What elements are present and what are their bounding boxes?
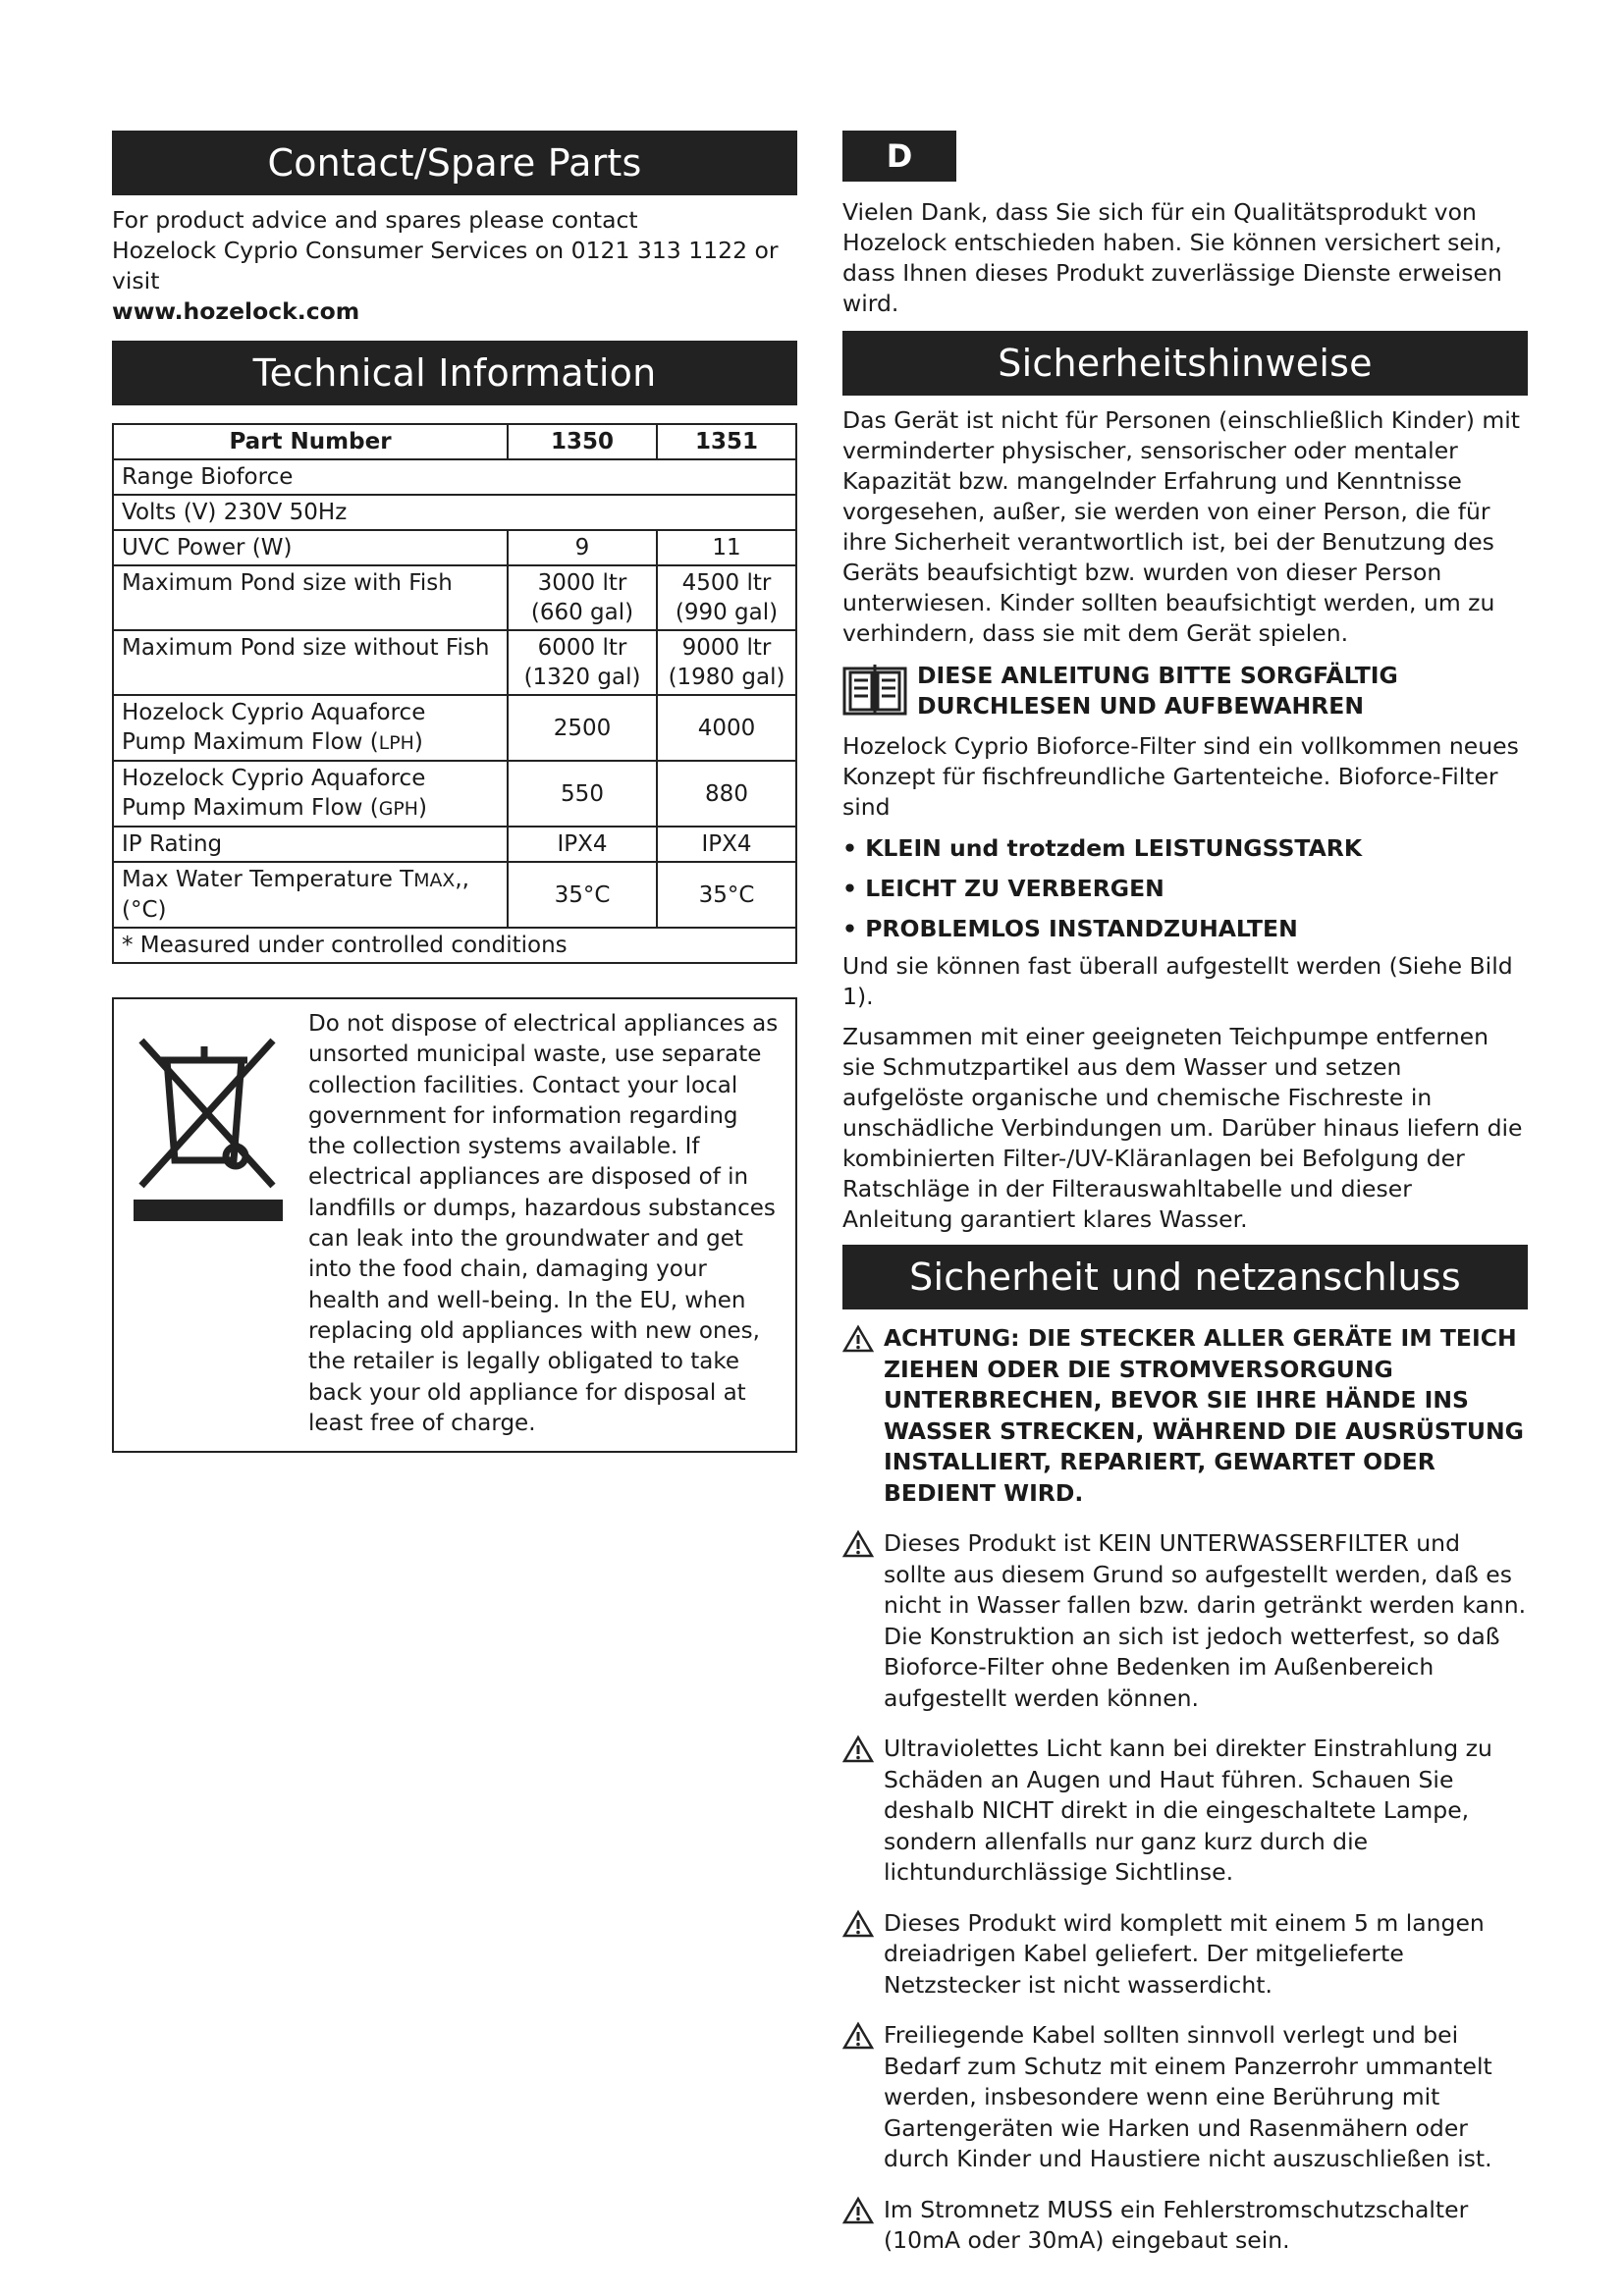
contact-line-1: For product advice and spares please contact [112,206,638,234]
warning-item [842,2195,1528,2257]
table-cell: 1350 [508,424,657,459]
unit: LPH [378,732,414,754]
spec-table [112,423,797,964]
table-row [113,761,796,827]
table-row [113,495,796,530]
table-cell: 550 [508,761,657,827]
table-cell: Max Water Temperature TMAX,, (°C) [113,862,508,928]
weee-notice [112,997,797,1453]
table-row [113,459,796,495]
table-cell: 2500 [508,695,657,761]
warning-icon [842,1324,874,1354]
warning-item [842,1908,1528,2002]
list-item: • LEICHT ZU VERBERGEN [842,869,1528,909]
read-instructions-notice [842,661,1528,721]
warning-item [842,1528,1528,1714]
intro-text: Vielen Dank, dass Sie sich für ein Qualitätsprodukt von Hozelock entschieden haben. Sie können versichert sein, dass Ihnen dieses Produkt zuverlässige Dienste erweisen wird. [842,198,1502,317]
safety-text: Das Gerät ist nicht für Personen (einschließlich Kinder) mit verminderter physischer, sensorischer oder mentaler Kapazität bzw. mangelnder Erfahrung und Kenntnisse vorgesehen, außer, sie werden von einer Person, die für ihre Sicherheit verantwortlich ist, bei der Benutzung des Geräts beaufsichtigt bzw. wurden von dieser Person unterwiesen. Kinder sollten beaufsichtigt werden, um zu verhindern, dass sie mit dem Gerät spielen. [842,406,1521,647]
table-cell: IP Rating [113,827,508,862]
warning-icon [842,2196,874,2225]
book-icon [842,661,907,718]
table-row [113,565,796,630]
contact-line-2: Hozelock Cyprio Consumer Services on 0121 313 1122 or visit [112,237,779,294]
table-cell: Maximum Pond size with Fish [113,565,508,630]
bioforce-intro: Hozelock Cyprio Bioforce-Filter sind ein vollkommen neues Konzept für fischfreundliche Gartenteiche. Bioforce-Filter sind [842,732,1519,821]
warning-text: Im Stromnetz MUSS ein Fehlerstromschutzschalter (10mA oder 30mA) eingebaut sein. [884,2195,1469,2254]
table-row [113,827,796,862]
table-cell: 35°C [657,862,796,928]
warning-text: Freiliegende Kabel sollten sinnvoll verlegt und bei Bedarf zum Schutz mit einem Panzerrohr ummantelt werden, insbesondere wenn eine Berührung mit Gartengeräten wie Harken und Rasenmähern oder durch Kinder und Haustiere nicht auszuschließen ist. [884,2021,1492,2172]
table-cell [657,630,796,695]
table-cell: IPX4 [508,827,657,862]
label: Hozelock Cyprio Aquaforce [122,700,426,725]
value: (1980 gal) [668,665,785,690]
table-row [113,862,796,928]
label: (°C) [122,897,167,923]
table-row [113,424,796,459]
table-row [113,695,796,761]
table-footnote: * Measured under controlled conditions [113,928,796,963]
value: 3000 ltr [537,570,627,596]
language-badge: D [842,131,956,182]
table-cell: IPX4 [657,827,796,862]
contact-text [112,205,797,327]
safety-heading: Sicherheitshinweise [842,331,1528,396]
warning-text: Dieses Produkt ist KEIN UNTERWASSERFILTER und sollte aus diesem Grund so aufgestellt werden, daß es nicht in Wasser fallen bzw. darin getränkt werden kann. Die Konstruktion an sich ist jedoch wetterfest, so daß Bioforce-Filter ohne Bedenken im Außenbereich aufgestellt werden können. [884,1529,1527,1712]
table-cell: 1351 [657,424,796,459]
warning-icon [842,1529,874,1559]
warning-item [842,1734,1528,1889]
table-row [113,530,796,565]
right-column [842,131,1528,2257]
label: Pump Maximum Flow ( [122,729,379,755]
table-cell: 4000 [657,695,796,761]
warning-icon [842,1909,874,1939]
table-cell: Maximum Pond size without Fish [113,630,508,695]
left-column [112,131,797,1453]
table-cell: Hozelock Cyprio Aquaforce Pump Maximum Flow (GPH) [113,761,508,827]
warning-text: Ultraviolettes Licht kann bei direkter Einstrahlung zu Schäden an Augen und Haut führen. Schauen Sie deshalb NICHT direkt in die eingeschaltete Lampe, sondern allenfalls nur ganz kurz durch die lichtundurchlässige Sichtlinse. [884,1735,1492,1886]
table-cell [508,565,657,630]
table-cell [508,630,657,695]
contact-url-link[interactable]: www.hozelock.com [112,297,360,325]
feature-list [842,828,1528,949]
warning-text: Dieses Produkt wird komplett mit einem 5 m langen dreiadrigen Kabel geliefert. Der mitgelieferte Netzstecker ist nicht wasserdicht. [884,1908,1485,1999]
table-row [113,630,796,695]
label: Max Water Temperature T [122,867,414,892]
value: 9000 ltr [681,635,772,661]
table-cell: Range Bioforce [113,459,796,495]
weee-text: Do not dispose of electrical appliances as unsorted municipal waste, use separate collection facilities. Contact your local government for information regarding the collection systems available. If electrical appliances are disposed of in landfills or dumps, hazardous substances can leak into the groundwater and get into the food chain, damaging your health and well-being. In the EU, when replacing old appliances with new ones, the retailer is legally obligated to take back your old appliance for disposal at least free of charge. [308,1011,779,1436]
technical-info-heading: Technical Information [112,341,797,405]
warning-icon [842,2021,874,2051]
label: Hozelock Cyprio Aquaforce [122,766,426,791]
value: (1320 gal) [523,665,641,690]
placement-text: Und sie können fast überall aufgestellt werden (Siehe Bild 1). [842,952,1513,1010]
table-cell: 880 [657,761,796,827]
unit: GPH [378,798,418,820]
pump-text: Zusammen mit einer geeigneten Teichpumpe entfernen sie Schmutzpartikel aus dem Wasser und setzen aufgelöste organische und chemische Fischreste in unschädliche Verbindungen um. Darüber hinaus liefern die kombinierten Filter-/UV-Kläranlagen bei Befolgung der Ratschläge in der Filterauswahltabelle und dieser Anleitung garantiert klares Wasser. [842,1023,1523,1233]
value: (990 gal) [675,600,779,625]
table-cell: Part Number [113,424,508,459]
warning-item [842,1323,1528,1509]
table-cell: 9 [508,530,657,565]
table-cell [657,565,796,630]
power-safety-heading: Sicherheit und netzanschluss [842,1245,1528,1309]
crossed-bin-icon [128,1021,289,1227]
subscript: MAX [413,870,456,891]
table-row [113,928,796,963]
warning-text: ACHTUNG: DIE STECKER ALLER GERÄTE IM TEICH ZIEHEN ODER DIE STROMVERSORGUNG UNTERBRECHEN, BEVOR SIE IHRE HÄNDE INS WASSER STRECKEN, WÄHREND DIE AUSRÜSTUNG INSTALLIERT, REPARIERT, GEWARTET ODER BEDIENT WIRD. [884,1324,1524,1507]
value: 6000 ltr [537,635,627,661]
table-cell: 35°C [508,862,657,928]
value: 4500 ltr [681,570,772,596]
table-cell: Hozelock Cyprio Aquaforce Pump Maximum Flow (LPH) [113,695,508,761]
value: (660 gal) [530,600,634,625]
table-cell: UVC Power (W) [113,530,508,565]
notice-text: DIESE ANLEITUNG BITTE SORGFÄLTIG DURCHLESEN UND AUFBEWAHREN [917,662,1398,720]
warning-icon [842,1735,874,1764]
warning-item [842,2020,1528,2175]
table-cell: 11 [657,530,796,565]
contact-heading: Contact/Spare Parts [112,131,797,195]
table-cell: Volts (V) 230V 50Hz [113,495,796,530]
warning-list [842,1323,1528,2257]
label: Pump Maximum Flow ( [122,795,379,821]
list-item: • PROBLEMLOS INSTANDZUHALTEN [842,909,1528,949]
list-item: • KLEIN und trotzdem LEISTUNGSSTARK [842,828,1528,869]
